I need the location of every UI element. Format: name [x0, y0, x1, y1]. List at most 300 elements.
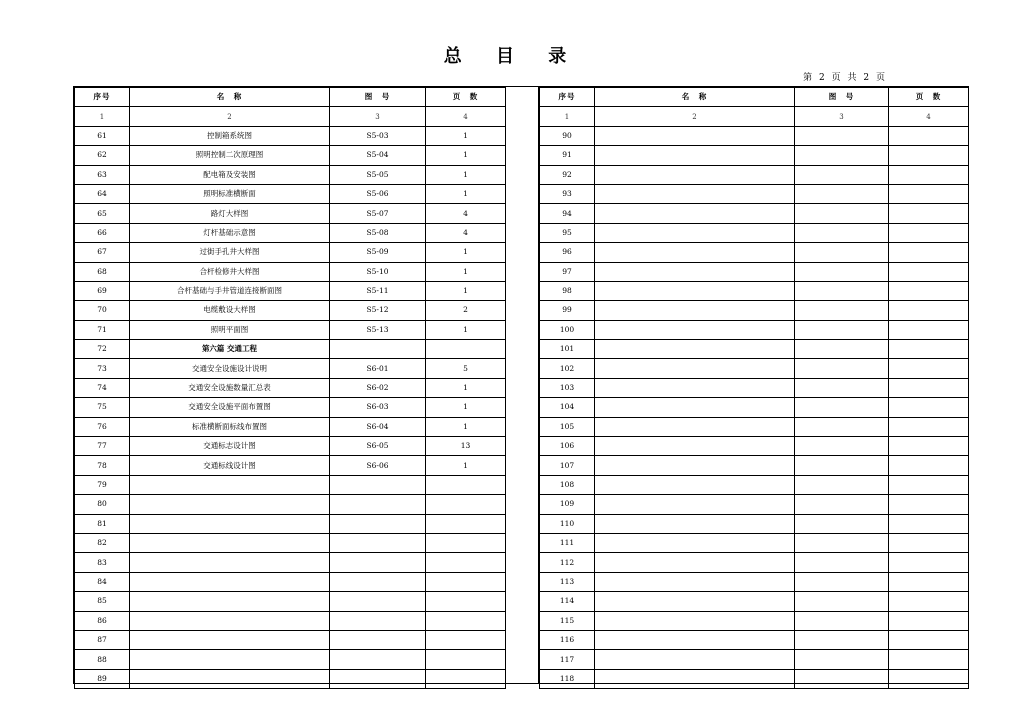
column-index-row	[540, 107, 969, 126]
table-row	[540, 165, 969, 184]
cell-name: 电缆敷设大样图	[130, 301, 330, 320]
cell-seq: 106	[540, 437, 595, 456]
cell-seq: 81	[75, 514, 130, 533]
table-row	[75, 514, 506, 533]
cell-seq: 108	[540, 475, 595, 494]
table-row	[75, 437, 506, 456]
cell-drawing	[795, 126, 889, 145]
cell-pages	[889, 281, 969, 300]
cell-pages	[889, 611, 969, 630]
cell-pages	[426, 340, 506, 359]
cell-name	[595, 611, 795, 630]
cell-seq: 113	[540, 572, 595, 591]
cell-pages	[889, 514, 969, 533]
cell-drawing	[330, 592, 426, 611]
cell-seq: 75	[75, 398, 130, 417]
cell-drawing: S5-05	[330, 165, 426, 184]
column-index-row	[75, 107, 506, 126]
cell-drawing	[795, 359, 889, 378]
cell-drawing	[795, 340, 889, 359]
cell-name	[595, 495, 795, 514]
table-row	[75, 378, 506, 397]
cell-name: 合杆基础与手井管道连接断面图	[130, 281, 330, 300]
cell-drawing	[795, 243, 889, 262]
total-pages: 2	[863, 73, 872, 83]
cell-name	[595, 592, 795, 611]
cell-pages	[889, 262, 969, 281]
cell-drawing: S5-10	[330, 262, 426, 281]
cell-seq: 109	[540, 495, 595, 514]
cell-pages: 1	[426, 398, 506, 417]
cell-name	[595, 184, 795, 203]
cell-seq: 79	[75, 475, 130, 494]
cell-pages: 1	[426, 243, 506, 262]
cell-seq: 102	[540, 359, 595, 378]
cell-drawing	[795, 592, 889, 611]
cell-seq: 103	[540, 378, 595, 397]
table-row	[75, 572, 506, 591]
page-title: 总 目 录	[443, 46, 581, 67]
table-row	[75, 165, 506, 184]
cell-seq: 72	[75, 340, 130, 359]
cell-name	[130, 630, 330, 649]
cell-seq: 65	[75, 204, 130, 223]
cell-pages: 1	[426, 281, 506, 300]
cell-name	[595, 204, 795, 223]
cell-drawing: S5-11	[330, 281, 426, 300]
cell-seq: 115	[540, 611, 595, 630]
table-row	[540, 495, 969, 514]
cell-pages	[889, 553, 969, 572]
cell-pages	[889, 359, 969, 378]
cell-drawing: S6-01	[330, 359, 426, 378]
cell-seq: 91	[540, 146, 595, 165]
cell-pages	[426, 630, 506, 649]
cell-drawing	[795, 398, 889, 417]
index-cell: 3	[795, 107, 889, 126]
table-row	[540, 281, 969, 300]
catalog-sheet	[73, 86, 969, 684]
header-pages: 页 数	[426, 88, 506, 107]
table-row	[540, 572, 969, 591]
index-cell: 1	[540, 107, 595, 126]
cell-drawing: S6-02	[330, 378, 426, 397]
cell-seq: 86	[75, 611, 130, 630]
cell-name: 标准横断面标线布置图	[130, 417, 330, 436]
cell-seq: 83	[75, 553, 130, 572]
cell-name: 配电箱及安装图	[130, 165, 330, 184]
cell-pages	[426, 669, 506, 688]
cell-name	[595, 320, 795, 339]
page-prefix: 第	[803, 73, 815, 83]
cell-pages	[889, 223, 969, 242]
cell-name: 交通安全设施平面布置图	[130, 398, 330, 417]
cell-seq: 66	[75, 223, 130, 242]
cell-name	[130, 495, 330, 514]
cell-seq: 69	[75, 281, 130, 300]
cell-seq: 70	[75, 301, 130, 320]
cell-pages: 1	[426, 417, 506, 436]
center-gap-column	[505, 87, 539, 683]
cell-pages: 1	[426, 378, 506, 397]
cell-seq: 82	[75, 533, 130, 552]
page-mid: 页 共	[831, 73, 859, 83]
cell-pages	[889, 340, 969, 359]
cell-pages	[889, 495, 969, 514]
cell-drawing: S5-09	[330, 243, 426, 262]
cell-seq: 95	[540, 223, 595, 242]
cell-pages: 4	[426, 223, 506, 242]
cell-seq: 116	[540, 630, 595, 649]
cell-name	[595, 456, 795, 475]
cell-seq: 80	[75, 495, 130, 514]
table-row	[75, 262, 506, 281]
cell-pages	[426, 572, 506, 591]
cell-name	[595, 262, 795, 281]
cell-pages	[426, 475, 506, 494]
cell-pages	[889, 165, 969, 184]
table-header-row	[540, 88, 969, 107]
cell-pages	[889, 533, 969, 552]
cell-name: 交通安全设施设计说明	[130, 359, 330, 378]
catalog-table-right	[539, 87, 969, 689]
cell-seq: 71	[75, 320, 130, 339]
cell-drawing: S6-05	[330, 437, 426, 456]
cell-name	[595, 301, 795, 320]
cell-pages: 5	[426, 359, 506, 378]
cell-seq: 61	[75, 126, 130, 145]
cell-seq: 112	[540, 553, 595, 572]
cell-drawing: S5-07	[330, 204, 426, 223]
table-row	[75, 301, 506, 320]
cell-drawing	[330, 650, 426, 669]
cell-pages	[889, 475, 969, 494]
cell-pages: 1	[426, 184, 506, 203]
cell-name: 照明控制二次原理图	[130, 146, 330, 165]
table-row	[75, 340, 506, 359]
cell-seq: 74	[75, 378, 130, 397]
cell-drawing	[330, 630, 426, 649]
cell-name	[130, 514, 330, 533]
cell-drawing	[795, 417, 889, 436]
cell-name	[595, 165, 795, 184]
index-cell: 4	[426, 107, 506, 126]
cell-drawing	[795, 281, 889, 300]
current-page: 2	[819, 73, 827, 83]
cell-name: 灯杆基础示意图	[130, 223, 330, 242]
cell-name	[130, 533, 330, 552]
cell-drawing	[330, 514, 426, 533]
cell-name	[595, 437, 795, 456]
table-row	[540, 359, 969, 378]
header-pages: 页 数	[889, 88, 969, 107]
cell-seq: 68	[75, 262, 130, 281]
cell-name	[595, 475, 795, 494]
table-row	[75, 475, 506, 494]
cell-drawing	[795, 650, 889, 669]
table-row	[75, 456, 506, 475]
table-row	[75, 553, 506, 572]
catalog-table-left	[74, 87, 506, 689]
table-row	[540, 398, 969, 417]
cell-seq: 117	[540, 650, 595, 669]
table-row	[540, 475, 969, 494]
cell-drawing	[330, 572, 426, 591]
cell-name	[130, 572, 330, 591]
table-row	[75, 650, 506, 669]
cell-name	[130, 475, 330, 494]
cell-drawing	[330, 475, 426, 494]
table-row	[75, 320, 506, 339]
index-cell: 3	[330, 107, 426, 126]
table-row	[540, 514, 969, 533]
cell-drawing	[330, 340, 426, 359]
cell-name	[595, 359, 795, 378]
cell-seq: 100	[540, 320, 595, 339]
cell-seq: 78	[75, 456, 130, 475]
header-seq: 序号	[540, 88, 595, 107]
cell-pages	[426, 650, 506, 669]
cell-seq: 76	[75, 417, 130, 436]
cell-pages: 1	[426, 456, 506, 475]
cell-pages	[889, 456, 969, 475]
cell-name: 交通标线设计图	[130, 456, 330, 475]
cell-pages	[889, 572, 969, 591]
cell-seq: 104	[540, 398, 595, 417]
cell-name	[595, 533, 795, 552]
cell-drawing: S5-03	[330, 126, 426, 145]
table-row	[540, 553, 969, 572]
table-row	[540, 340, 969, 359]
cell-name: 第六篇 交通工程	[130, 340, 330, 359]
cell-name	[595, 669, 795, 688]
cell-seq: 99	[540, 301, 595, 320]
table-row	[540, 456, 969, 475]
cell-pages	[889, 146, 969, 165]
cell-name	[595, 223, 795, 242]
cell-pages	[889, 243, 969, 262]
cell-drawing: S5-08	[330, 223, 426, 242]
cell-name	[595, 417, 795, 436]
table-row	[540, 437, 969, 456]
cell-pages	[889, 301, 969, 320]
header-seq: 序号	[75, 88, 130, 107]
cell-seq: 98	[540, 281, 595, 300]
cell-drawing	[795, 553, 889, 572]
cell-seq: 101	[540, 340, 595, 359]
cell-seq: 87	[75, 630, 130, 649]
cell-pages: 1	[426, 146, 506, 165]
table-row	[75, 204, 506, 223]
table-row	[75, 184, 506, 203]
cell-name: 过街手孔井大样图	[130, 243, 330, 262]
cell-name	[595, 378, 795, 397]
cell-drawing	[795, 378, 889, 397]
cell-name	[595, 630, 795, 649]
cell-seq: 64	[75, 184, 130, 203]
cell-pages	[889, 417, 969, 436]
cell-drawing	[795, 146, 889, 165]
cell-drawing	[795, 223, 889, 242]
cell-drawing	[795, 495, 889, 514]
table-row	[540, 243, 969, 262]
table-row	[540, 630, 969, 649]
cell-pages	[889, 592, 969, 611]
cell-seq: 111	[540, 533, 595, 552]
table-row	[540, 650, 969, 669]
cell-drawing	[795, 669, 889, 688]
table-row	[540, 204, 969, 223]
index-cell: 4	[889, 107, 969, 126]
cell-pages: 13	[426, 437, 506, 456]
cell-pages	[889, 437, 969, 456]
cell-drawing: S5-04	[330, 146, 426, 165]
table-row	[540, 533, 969, 552]
table-row	[75, 359, 506, 378]
cell-name	[595, 514, 795, 533]
cell-seq: 93	[540, 184, 595, 203]
cell-name	[595, 126, 795, 145]
table-row	[75, 146, 506, 165]
cell-drawing	[795, 301, 889, 320]
cell-drawing: S5-12	[330, 301, 426, 320]
table-header-row	[75, 88, 506, 107]
cell-pages: 2	[426, 301, 506, 320]
table-row	[75, 630, 506, 649]
cell-pages: 1	[426, 165, 506, 184]
cell-drawing	[795, 184, 889, 203]
table-row	[75, 417, 506, 436]
table-row	[75, 243, 506, 262]
cell-name	[595, 146, 795, 165]
cell-seq: 85	[75, 592, 130, 611]
index-cell: 2	[595, 107, 795, 126]
cell-drawing	[330, 553, 426, 572]
table-row	[540, 378, 969, 397]
header-name: 名 称	[130, 88, 330, 107]
cell-drawing	[795, 165, 889, 184]
cell-seq: 63	[75, 165, 130, 184]
cell-pages	[889, 630, 969, 649]
cell-seq: 89	[75, 669, 130, 688]
table-row	[540, 417, 969, 436]
cell-pages: 1	[426, 320, 506, 339]
cell-seq: 73	[75, 359, 130, 378]
cell-seq: 118	[540, 669, 595, 688]
cell-drawing	[795, 262, 889, 281]
table-row	[75, 611, 506, 630]
cell-name	[130, 650, 330, 669]
cell-drawing: S6-06	[330, 456, 426, 475]
index-cell: 2	[130, 107, 330, 126]
cell-seq: 67	[75, 243, 130, 262]
cell-seq: 62	[75, 146, 130, 165]
cell-pages	[889, 669, 969, 688]
cell-drawing	[795, 456, 889, 475]
cell-pages: 1	[426, 262, 506, 281]
cell-pages	[889, 204, 969, 223]
cell-name: 照明标准横断面	[130, 184, 330, 203]
cell-name: 交通安全设施数量汇总表	[130, 378, 330, 397]
cell-name	[130, 669, 330, 688]
table-row	[540, 126, 969, 145]
cell-name	[595, 243, 795, 262]
cell-drawing	[795, 475, 889, 494]
cell-pages	[889, 126, 969, 145]
cell-pages	[889, 378, 969, 397]
cell-pages	[889, 398, 969, 417]
table-row	[75, 398, 506, 417]
cell-drawing	[795, 437, 889, 456]
cell-seq: 110	[540, 514, 595, 533]
cell-drawing	[795, 572, 889, 591]
cell-name	[595, 281, 795, 300]
cell-pages	[426, 533, 506, 552]
table-row	[540, 592, 969, 611]
cell-pages	[889, 184, 969, 203]
cell-drawing	[330, 611, 426, 630]
table-row	[540, 146, 969, 165]
table-row	[540, 669, 969, 688]
cell-drawing	[330, 533, 426, 552]
cell-seq: 90	[540, 126, 595, 145]
cell-seq: 107	[540, 456, 595, 475]
cell-seq: 114	[540, 592, 595, 611]
cell-drawing	[795, 630, 889, 649]
cell-name	[130, 553, 330, 572]
table-row	[540, 184, 969, 203]
table-row	[75, 223, 506, 242]
cell-name	[130, 592, 330, 611]
cell-drawing	[795, 514, 889, 533]
table-row	[75, 592, 506, 611]
cell-seq: 77	[75, 437, 130, 456]
cell-drawing	[795, 533, 889, 552]
cell-pages	[889, 320, 969, 339]
cell-drawing: S6-04	[330, 417, 426, 436]
cell-name	[595, 572, 795, 591]
header-drawing: 图 号	[795, 88, 889, 107]
table-row	[540, 611, 969, 630]
cell-seq: 96	[540, 243, 595, 262]
cell-seq: 97	[540, 262, 595, 281]
table-row	[540, 320, 969, 339]
cell-pages	[426, 514, 506, 533]
header-drawing: 图 号	[330, 88, 426, 107]
cell-name	[595, 340, 795, 359]
page-suffix: 页	[875, 73, 887, 83]
table-row	[75, 533, 506, 552]
cell-seq: 105	[540, 417, 595, 436]
cell-name: 合杆检修井大样图	[130, 262, 330, 281]
cell-name	[595, 553, 795, 572]
cell-seq: 92	[540, 165, 595, 184]
cell-pages: 4	[426, 204, 506, 223]
cell-drawing	[795, 320, 889, 339]
cell-name	[595, 398, 795, 417]
cell-name: 照明平面图	[130, 320, 330, 339]
cell-drawing: S5-06	[330, 184, 426, 203]
table-row	[75, 281, 506, 300]
cell-pages	[426, 611, 506, 630]
table-row	[75, 669, 506, 688]
cell-name	[595, 650, 795, 669]
table-row	[540, 223, 969, 242]
cell-seq: 88	[75, 650, 130, 669]
cell-drawing: S6-03	[330, 398, 426, 417]
table-row	[75, 495, 506, 514]
table-row	[540, 262, 969, 281]
